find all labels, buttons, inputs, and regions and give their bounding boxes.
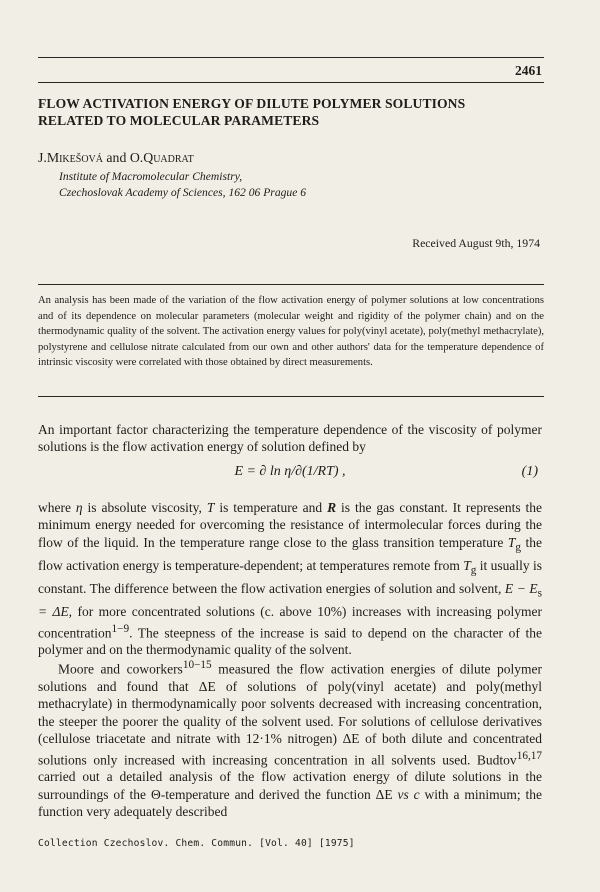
author1-name: Mikešová [46, 150, 103, 165]
author2-initial: O. [129, 150, 144, 165]
p2-formula: E − E [504, 581, 538, 596]
received-date: Received August 9th, 1974 [412, 236, 540, 250]
paragraph-1: An important factor characterizing the temperature dependence of the viscosity of polymer solutions is the flow activation energy of solution defined by [38, 422, 542, 455]
p2-text: it usually is constant. The difference between the flow activation energies of solution and solvent, [38, 557, 542, 596]
page-number: 2461 [515, 63, 542, 78]
abstract-rule-top [38, 284, 544, 285]
p2-sub-g: g [515, 541, 521, 554]
equation-body: E = ∂ ln η/∂(1/RT) , [234, 464, 346, 479]
p2-eta: η [75, 500, 83, 515]
authors [38, 150, 194, 166]
p2-ref: 1−9 [111, 622, 130, 635]
title-line-1: FLOW ACTIVATION ENERGY OF DILUTE POLYMER SOLUTIONS [38, 96, 466, 111]
p3-text: measured the flow activation energies of dilute polymer solutions and found that ΔE of solutions of poly(vinyl acetate) and poly(methyl methacrylate) in thermodynamically poor solvents decreased with increasing concentration, the steeper the poorer the quality of the solvent used. For solutions of cellulose derivatives (cellulose triacetate and nitrate with 12·1% nitrogen) ΔE of both dilute and concentrated solutions only increased with increasing concentration in all solvents used. Budtov [38, 661, 543, 768]
p2-text: is the gas constant. It represents the minimum energy needed for overcoming the resistance of intermolecular forces during the flow of the liquid. In the temperature range close to the glass transition temperature [38, 500, 543, 550]
abstract: An analysis has been made of the variation of the flow activation energy of polymer solutions at low concentrations and of its dependence on molecular parameters (molecular weight and rigidity of the polymer chain) and on the thermodynamic quality of the solvent. The activation energy values for poly(vinyl acetate), poly(methyl methacrylate), polystyrene and cellulose nitrate calculated from our own and other authors' data for the temperature dependence of intrinsic viscosity were correlated with those obtained by direct measurements. [38, 295, 544, 368]
p3-text: carried out a detailed analysis of the flow activation energy of dilute solutions in the surroundings of the Θ-temperature and derived the function ΔE [38, 769, 542, 802]
p2-text: for more concentrated solutions (c. above 10%) increases with increasing polymer concentration [38, 604, 542, 640]
article-title [38, 95, 538, 129]
affiliation-line-1: Institute of Macromolecular Chemistry, [59, 170, 243, 183]
equation-number: (1) [521, 464, 538, 479]
p3-ref: 16,17 [516, 749, 542, 762]
author2-name: Quadrat [143, 150, 194, 165]
author-connector: and [102, 150, 130, 165]
affiliation-line-2: Czechoslovak Academy of Sciences, 162 06 Prague 6 [59, 186, 307, 199]
p2-T: T [206, 500, 215, 515]
p2-sub-s: s [537, 587, 542, 600]
p3-ref: 10−15 [182, 659, 212, 671]
p2-text: . The steepness of the increase is said to depend on the character of the polymer and on the thermodynamic quality of the solvent. [38, 625, 542, 658]
footer-citation: Collection Czechoslov. Chem. Commun. [Vol. 40] [1975] [38, 838, 355, 849]
header-rule [38, 57, 544, 58]
p2-text: the flow activation energy is temperature-dependent; at temperatures remote from [38, 534, 542, 573]
paragraph-3 [38, 657, 542, 821]
paragraph-2 [38, 499, 542, 659]
p2-sub-g: g [470, 564, 477, 577]
p2-text: is temperature and [214, 500, 328, 515]
affiliation [59, 169, 306, 201]
p2-text: where [38, 500, 76, 515]
p2-Tg: T [463, 557, 471, 573]
abstract-rule-bottom [38, 396, 544, 397]
p2-Tg: T [507, 534, 516, 550]
title-line-2: RELATED TO MOLECULAR PARAMETERS [38, 113, 320, 128]
p2-formula: = ΔE, [38, 604, 73, 620]
equation-1 [38, 464, 542, 486]
p3-text: with a minimum; the function very adequately described [38, 786, 543, 820]
header-rule-lower [38, 82, 544, 83]
p2-R: R [327, 500, 337, 515]
p3-vs: vs c [397, 786, 420, 802]
p2-text: is absolute viscosity, [82, 500, 207, 515]
p3-text: Moore and coworkers [58, 661, 183, 677]
author1-initial: J. [38, 150, 47, 165]
